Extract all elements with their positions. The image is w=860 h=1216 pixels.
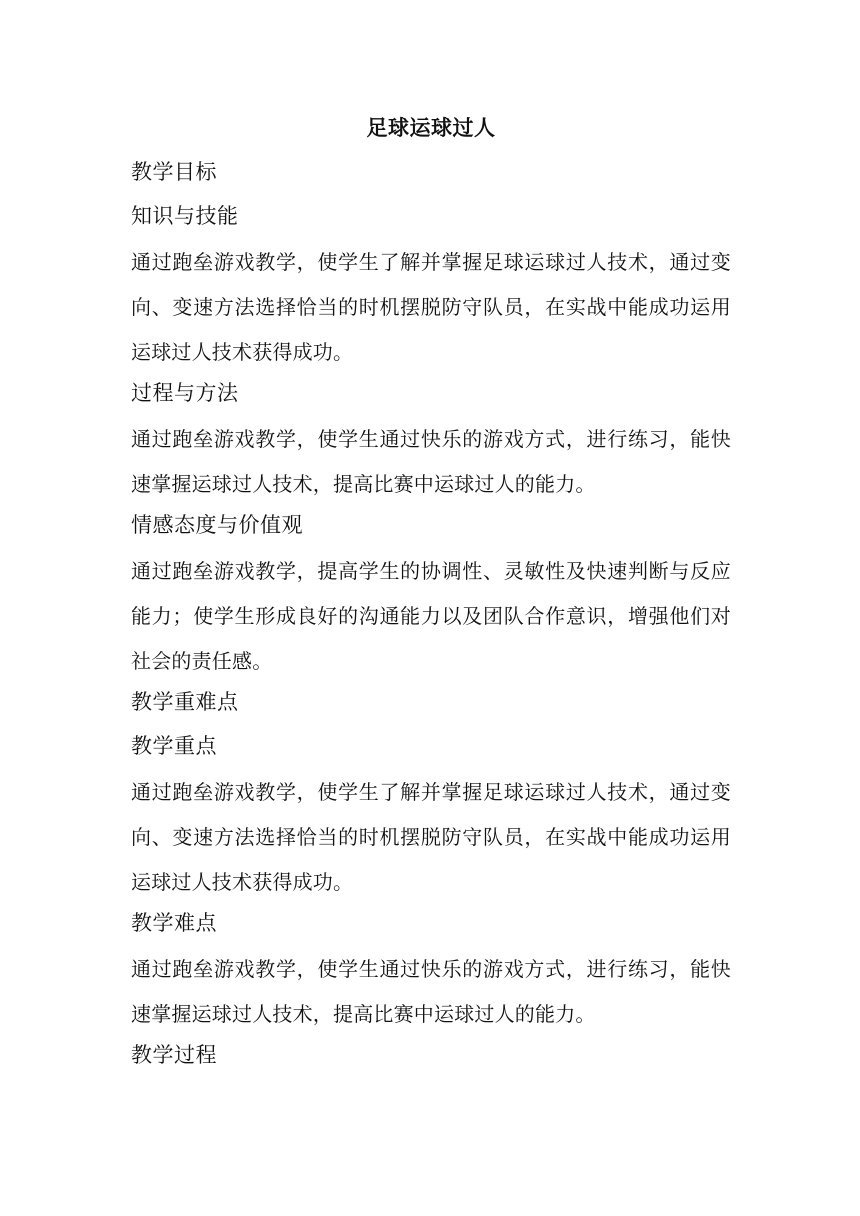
paragraph-emotion-values: 通过跑垒游戏教学，提高学生的协调性、灵敏性及快速判断与反应能力；使学生形成良好的沟通能力以及团队合作意识，增强他们对社会的责任感。 <box>131 559 731 673</box>
document-title: 足球运球过人 <box>366 115 496 140</box>
subheading-difficult-points: 教学难点 <box>131 911 217 935</box>
subheading-key-points: 教学重点 <box>131 734 217 758</box>
document-body <box>131 112 731 1083</box>
paragraph-difficult-points: 通过跑垒游戏教学，使学生通过快乐的游戏方式，进行练习，能快速掌握运球过人技术，提高比赛中运球过人的能力。 <box>131 957 731 1026</box>
paragraph-knowledge-skills: 通过跑垒游戏教学，使学生了解并掌握足球运球过人技术，通过变向、变速方法选择恰当的时机摆脱防守队员，在实战中能成功运用运球过人技术获得成功。 <box>131 250 731 364</box>
section-heading-teaching-process: 教学过程 <box>131 1043 217 1067</box>
section-heading-key-difficult-points: 教学重难点 <box>131 690 239 714</box>
section-heading-goals: 教学目标 <box>131 160 217 184</box>
paragraph-process-methods: 通过跑垒游戏教学，使学生通过快乐的游戏方式，进行练习，能快速掌握运球过人技术，提高比赛中运球过人的能力。 <box>131 427 731 496</box>
subheading-process-methods: 过程与方法 <box>131 381 239 405</box>
subheading-knowledge-skills: 知识与技能 <box>131 204 239 228</box>
subheading-emotion-values: 情感态度与价值观 <box>131 513 303 537</box>
paragraph-key-points: 通过跑垒游戏教学，使学生了解并掌握足球运球过人技术，通过变向、变速方法选择恰当的时机摆脱防守队员，在实战中能成功运用运球过人技术获得成功。 <box>131 780 731 894</box>
